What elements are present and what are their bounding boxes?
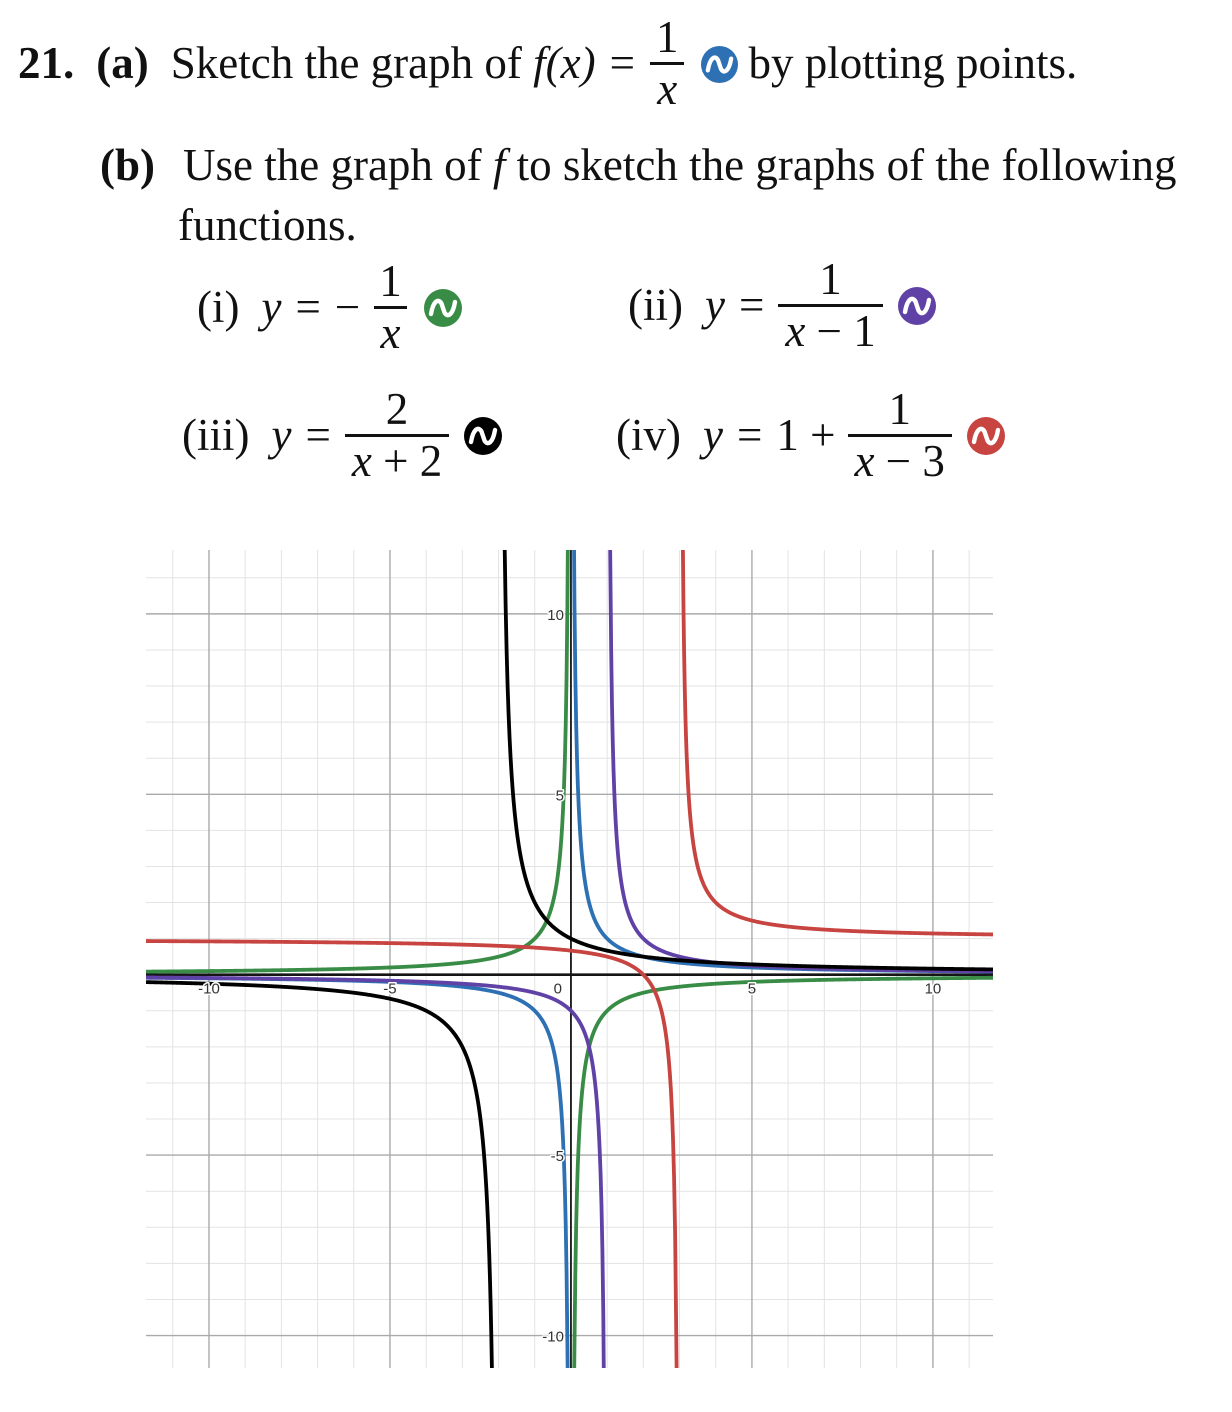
item-iv-y: y (702, 410, 723, 461)
fraction-ii: $\frac{1}{x - 1}$ (778, 256, 882, 355)
interactive-figure-icon-iv[interactable] (967, 417, 1005, 455)
interactive-figure-icon-a[interactable] (701, 46, 738, 83)
part-a-text-post: by plotting points. (748, 38, 1078, 89)
curve-0 (146, 978, 571, 1368)
item-i-label: (i) (197, 282, 240, 333)
item-ii (628, 246, 936, 366)
fraction-i: $\frac{1}{x}$ (372, 258, 409, 357)
part-b-text-2: to sketch the graphs of the following (505, 140, 1177, 191)
item-iv-prefix: 1 + (776, 410, 836, 461)
y-axis-tick-label: -5 (550, 1148, 564, 1166)
item-i (197, 248, 462, 368)
graph-canvas (146, 550, 993, 1368)
item-iv (616, 376, 1005, 496)
item-i-equals: = (295, 282, 321, 333)
fraction-a-denominator: x (650, 62, 684, 114)
part-b-f: f (492, 140, 506, 191)
part-b-label: (b) (100, 140, 155, 191)
item-iv-equals: = (736, 410, 763, 461)
y-axis-tick-label: 5 (555, 787, 564, 805)
item-i-y: y (261, 282, 282, 333)
item-iii (182, 376, 502, 496)
x-axis-tick-label: 5 (747, 980, 757, 998)
item-iv-label: (iv) (616, 410, 681, 461)
x-axis-tick-label: 0 (553, 980, 562, 998)
part-b-text-3: functions. (178, 200, 357, 251)
x-axis-tick-label: -5 (383, 980, 397, 998)
interactive-figure-icon-i[interactable] (424, 289, 462, 327)
part-b-text-1: Use the graph of (183, 140, 493, 191)
fraction-a (649, 14, 686, 113)
interactive-figure-icon-ii[interactable] (898, 287, 936, 325)
problem-line-b (100, 136, 1177, 196)
fraction-iii: $\frac{2}{x + 2}$ (345, 386, 449, 485)
part-a-equals: = (609, 38, 635, 89)
curve-3 (146, 982, 498, 1368)
item-iii-equals: = (305, 410, 331, 461)
item-iii-label: (iii) (182, 410, 250, 461)
problem-line-a (18, 10, 1077, 118)
y-axis-tick-label: -10 (542, 1328, 564, 1346)
curve-4 (680, 550, 993, 934)
curve-2 (146, 978, 607, 1368)
x-axis-tick-label: -10 (198, 980, 220, 998)
item-ii-y: y (704, 280, 725, 331)
fraction-iv: $\frac{1}{x - 3}$ (848, 386, 952, 485)
interactive-figure-icon-iii[interactable] (464, 417, 502, 455)
item-ii-equals: = (738, 280, 765, 331)
problem-number: 21. (18, 38, 75, 89)
part-a-label: (a) (96, 38, 149, 89)
fraction-a-numerator: 1 (655, 12, 679, 63)
item-ii-label: (ii) (628, 280, 683, 331)
x-axis-tick-label: 10 (924, 980, 942, 998)
part-a-fx: f(x) (533, 38, 596, 89)
y-axis-tick-label: 10 (547, 606, 564, 624)
part-a-text-pre: Sketch the graph of (170, 38, 534, 89)
item-i-prefix: − (334, 282, 361, 333)
item-iii-y: y (271, 410, 292, 461)
graph-panel (146, 550, 993, 1368)
curve-1 (571, 978, 993, 1368)
problem-line-b2 (178, 196, 357, 256)
